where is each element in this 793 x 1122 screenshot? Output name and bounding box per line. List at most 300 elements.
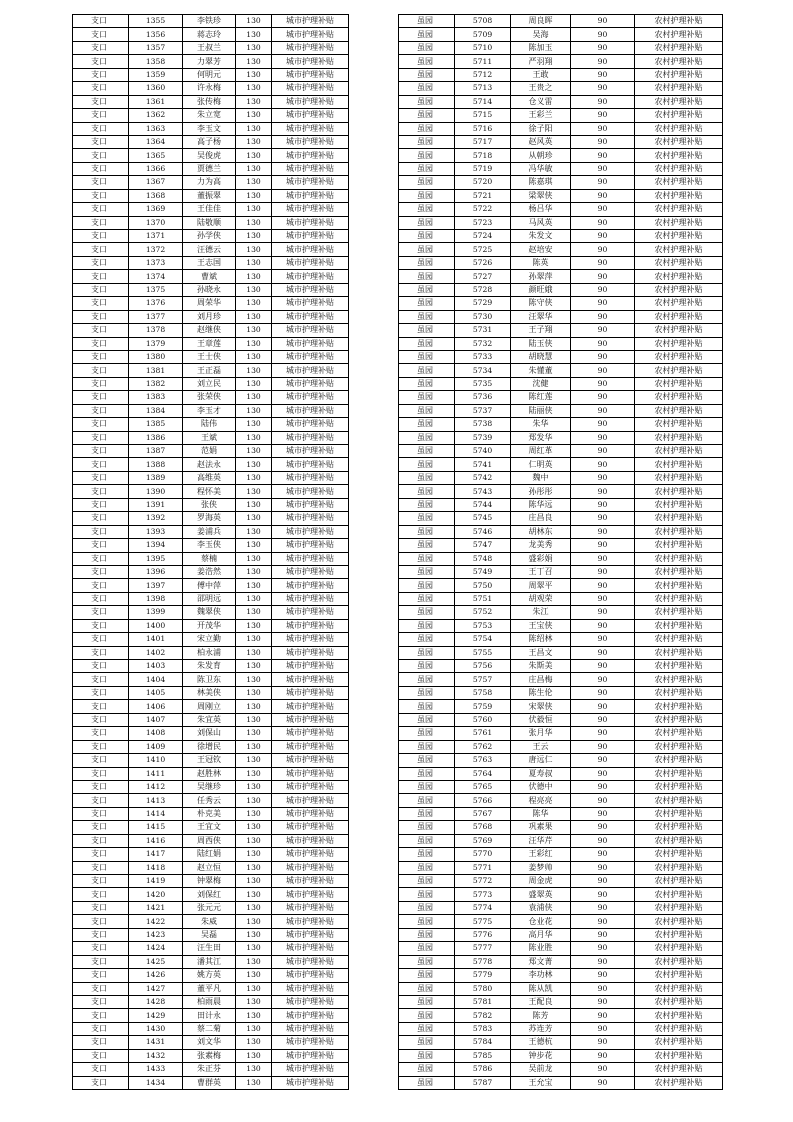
amount-cell: 90 [571,754,635,767]
table-row [73,539,349,552]
allowance-type-cell: 城市护理补贴 [272,579,349,592]
place-cell: 虽园 [399,727,455,740]
allowance-type-cell: 农村护理补贴 [635,68,723,81]
table-row [399,109,723,122]
serial-number-cell: 5774 [455,901,511,914]
table-row [399,1009,723,1022]
table-row [399,203,723,216]
amount-cell: 130 [236,149,272,162]
table-row [399,646,723,659]
amount-cell: 130 [236,445,272,458]
person-name-cell: 王敢 [511,68,571,81]
allowance-type-cell: 城市护理补贴 [272,646,349,659]
amount-cell: 130 [236,297,272,310]
person-name-cell: 姜浦兵 [183,525,236,538]
person-name-cell: 王丁召 [511,565,571,578]
amount-cell: 130 [236,565,272,578]
allowance-type-cell: 城市护理补贴 [272,283,349,296]
amount-cell: 130 [236,1009,272,1022]
person-name-cell: 王宝侠 [511,619,571,632]
table-row [73,189,349,202]
amount-cell: 130 [236,337,272,350]
table-row [399,310,723,323]
amount-cell: 130 [236,780,272,793]
allowance-type-cell: 城市护理补贴 [272,713,349,726]
place-cell: 虽园 [399,673,455,686]
table-row [399,149,723,162]
person-name-cell: 刘文华 [183,1036,236,1049]
amount-cell: 130 [236,243,272,256]
serial-number-cell: 5728 [455,283,511,296]
place-cell: 虽园 [399,633,455,646]
amount-cell: 90 [571,216,635,229]
table-row [73,364,349,377]
table-row [73,28,349,41]
person-name-cell: 陈守侠 [511,297,571,310]
serial-number-cell: 5729 [455,297,511,310]
place-cell: 虽园 [399,95,455,108]
place-cell: 支口 [73,848,129,861]
place-cell: 虽园 [399,485,455,498]
amount-cell: 130 [236,109,272,122]
place-cell: 虽园 [399,189,455,202]
serial-number-cell: 5750 [455,579,511,592]
allowance-type-cell: 农村护理补贴 [635,888,723,901]
allowance-type-cell: 城市护理补贴 [272,942,349,955]
serial-number-cell: 1370 [129,216,183,229]
serial-number-cell: 5732 [455,337,511,350]
amount-cell: 90 [571,122,635,135]
person-name-cell: 汪华芹 [511,834,571,847]
person-name-cell: 吴俊虎 [183,149,236,162]
place-cell: 支口 [73,646,129,659]
table-row [399,915,723,928]
amount-cell: 90 [571,512,635,525]
allowance-type-cell: 城市护理补贴 [272,660,349,673]
table-row [399,68,723,81]
serial-number-cell: 5779 [455,969,511,982]
place-cell: 支口 [73,1036,129,1049]
table-row [399,995,723,1008]
allowance-type-cell: 城市护理补贴 [272,740,349,753]
person-name-cell: 李功林 [511,969,571,982]
serial-number-cell: 1372 [129,243,183,256]
person-name-cell: 董振翠 [183,189,236,202]
amount-cell: 130 [236,821,272,834]
amount-cell: 130 [236,995,272,1008]
table-row [399,243,723,256]
person-name-cell: 陈华 [511,807,571,820]
allowance-type-cell: 农村护理补贴 [635,445,723,458]
person-name-cell: 赵立恒 [183,861,236,874]
place-cell: 虽园 [399,552,455,565]
table-row [73,942,349,955]
amount-cell: 130 [236,391,272,404]
allowance-type-cell: 城市护理补贴 [272,203,349,216]
person-name-cell: 赵培安 [511,243,571,256]
allowance-type-cell: 农村护理补贴 [635,431,723,444]
amount-cell: 90 [571,297,635,310]
person-name-cell: 汪德云 [183,243,236,256]
place-cell: 支口 [73,498,129,511]
serial-number-cell: 5767 [455,807,511,820]
person-name-cell: 潘其江 [183,955,236,968]
allowance-type-cell: 农村护理补贴 [635,727,723,740]
place-cell: 支口 [73,1022,129,1035]
person-name-cell: 程怀美 [183,485,236,498]
amount-cell: 90 [571,915,635,928]
amount-cell: 130 [236,1049,272,1062]
person-name-cell: 沈健 [511,377,571,390]
serial-number-cell: 1417 [129,848,183,861]
person-name-cell: 朱威 [183,915,236,928]
allowance-type-cell: 城市护理补贴 [272,149,349,162]
serial-number-cell: 1409 [129,740,183,753]
place-cell: 支口 [73,55,129,68]
serial-number-cell: 5713 [455,82,511,95]
amount-cell: 90 [571,875,635,888]
person-name-cell: 何明元 [183,68,236,81]
place-cell: 虽园 [399,337,455,350]
amount-cell: 90 [571,498,635,511]
place-cell: 支口 [73,95,129,108]
serial-number-cell: 1391 [129,498,183,511]
table-row [73,485,349,498]
amount-cell: 90 [571,95,635,108]
serial-number-cell: 1369 [129,203,183,216]
person-name-cell: 傅中萍 [183,579,236,592]
allowance-type-cell: 农村护理补贴 [635,686,723,699]
table-row [73,606,349,619]
allowance-type-cell: 城市护理补贴 [272,256,349,269]
person-name-cell: 张荣侠 [183,391,236,404]
table-row [73,310,349,323]
place-cell: 虽园 [399,256,455,269]
allowance-type-cell: 城市护理补贴 [272,1049,349,1062]
person-name-cell: 孙翠萍 [511,270,571,283]
serial-number-cell: 5759 [455,700,511,713]
table-row [399,740,723,753]
amount-cell: 90 [571,431,635,444]
allowance-type-cell: 城市护理补贴 [272,875,349,888]
table-row [399,135,723,148]
allowance-type-cell: 农村护理补贴 [635,915,723,928]
amount-cell: 90 [571,458,635,471]
person-name-cell: 王允宝 [511,1076,571,1089]
amount-cell: 90 [571,1009,635,1022]
serial-number-cell: 5742 [455,471,511,484]
place-cell: 支口 [73,525,129,538]
person-name-cell: 魏中 [511,471,571,484]
table-row [399,794,723,807]
place-cell: 支口 [73,955,129,968]
person-name-cell: 孙彤彤 [511,485,571,498]
allowance-type-cell: 城市护理补贴 [272,928,349,941]
allowance-type-cell: 农村护理补贴 [635,377,723,390]
person-name-cell: 张传梅 [183,95,236,108]
allowance-type-cell: 城市护理补贴 [272,230,349,243]
amount-cell: 90 [571,794,635,807]
person-name-cell: 刘保山 [183,727,236,740]
allowance-type-cell: 城市护理补贴 [272,15,349,28]
serial-number-cell: 5777 [455,942,511,955]
allowance-type-cell: 农村护理补贴 [635,606,723,619]
table-row [73,579,349,592]
person-name-cell: 周良晖 [511,15,571,28]
table-row [399,350,723,363]
amount-cell: 90 [571,861,635,874]
person-name-cell: 王章莲 [183,337,236,350]
allowance-type-cell: 农村护理补贴 [635,485,723,498]
person-name-cell: 颜旺娥 [511,283,571,296]
person-name-cell: 孙晓永 [183,283,236,296]
allowance-type-cell: 农村护理补贴 [635,297,723,310]
place-cell: 虽园 [399,646,455,659]
allowance-type-cell: 农村护理补贴 [635,149,723,162]
amount-cell: 90 [571,1022,635,1035]
serial-number-cell: 5758 [455,686,511,699]
amount-cell: 90 [571,109,635,122]
allowance-type-cell: 农村护理补贴 [635,713,723,726]
person-name-cell: 王贵之 [511,82,571,95]
table-row [73,1036,349,1049]
place-cell: 支口 [73,1009,129,1022]
table-row [73,122,349,135]
place-cell: 虽园 [399,162,455,175]
amount-cell: 130 [236,915,272,928]
table-row [399,28,723,41]
place-cell: 支口 [73,283,129,296]
place-cell: 支口 [73,713,129,726]
place-cell: 虽园 [399,740,455,753]
serial-number-cell: 1408 [129,727,183,740]
table-row [399,767,723,780]
table-row [73,525,349,538]
place-cell: 虽园 [399,28,455,41]
person-name-cell: 仓业花 [511,915,571,928]
amount-cell: 130 [236,700,272,713]
amount-cell: 130 [236,539,272,552]
place-cell: 支口 [73,673,129,686]
allowance-type-cell: 城市护理补贴 [272,391,349,404]
table-row [399,713,723,726]
table-row [73,41,349,54]
person-name-cell: 周西侠 [183,834,236,847]
person-name-cell: 开茂华 [183,619,236,632]
allowance-type-cell: 城市护理补贴 [272,539,349,552]
serial-number-cell: 1398 [129,592,183,605]
allowance-type-cell: 农村护理补贴 [635,256,723,269]
place-cell: 虽园 [399,283,455,296]
serial-number-cell: 5751 [455,592,511,605]
amount-cell: 90 [571,606,635,619]
place-cell: 支口 [73,176,129,189]
serial-number-cell: 1388 [129,458,183,471]
place-cell: 支口 [73,552,129,565]
serial-number-cell: 5771 [455,861,511,874]
serial-number-cell: 1426 [129,969,183,982]
person-name-cell: 钟翠梅 [183,875,236,888]
amount-cell: 130 [236,55,272,68]
table-row [399,337,723,350]
serial-number-cell: 1383 [129,391,183,404]
person-name-cell: 陈业胜 [511,942,571,955]
left-allowance-table [72,14,349,1090]
allowance-type-cell: 农村护理补贴 [635,404,723,417]
allowance-type-cell: 农村护理补贴 [635,834,723,847]
allowance-type-cell: 农村护理补贴 [635,283,723,296]
amount-cell: 90 [571,955,635,968]
place-cell: 支口 [73,135,129,148]
amount-cell: 90 [571,15,635,28]
place-cell: 支口 [73,875,129,888]
place-cell: 支口 [73,942,129,955]
person-name-cell: 任秀云 [183,794,236,807]
table-row [73,350,349,363]
amount-cell: 130 [236,1076,272,1089]
amount-cell: 130 [236,955,272,968]
serial-number-cell: 5724 [455,230,511,243]
allowance-type-cell: 城市护理补贴 [272,673,349,686]
serial-number-cell: 1356 [129,28,183,41]
person-name-cell: 蔡二菊 [183,1022,236,1035]
amount-cell: 130 [236,807,272,820]
amount-cell: 130 [236,68,272,81]
amount-cell: 90 [571,888,635,901]
amount-cell: 130 [236,324,272,337]
person-name-cell: 郑文菁 [511,955,571,968]
person-name-cell: 邵明远 [183,592,236,605]
serial-number-cell: 5766 [455,794,511,807]
serial-number-cell: 5744 [455,498,511,511]
amount-cell: 90 [571,270,635,283]
table-row [399,404,723,417]
place-cell: 支口 [73,727,129,740]
person-name-cell: 董平凡 [183,982,236,995]
allowance-type-cell: 城市护理补贴 [272,1076,349,1089]
allowance-type-cell: 农村护理补贴 [635,875,723,888]
serial-number-cell: 1416 [129,834,183,847]
serial-number-cell: 5745 [455,512,511,525]
table-row [73,337,349,350]
place-cell: 虽园 [399,592,455,605]
serial-number-cell: 5762 [455,740,511,753]
person-name-cell: 郑发华 [511,431,571,444]
allowance-type-cell: 城市护理补贴 [272,633,349,646]
table-row [399,834,723,847]
place-cell: 虽园 [399,512,455,525]
amount-cell: 130 [236,552,272,565]
place-cell: 虽园 [399,901,455,914]
allowance-type-cell: 农村护理补贴 [635,525,723,538]
table-row [73,982,349,995]
amount-cell: 130 [236,364,272,377]
amount-cell: 130 [236,633,272,646]
place-cell: 支口 [73,700,129,713]
person-name-cell: 张侠 [183,498,236,511]
place-cell: 虽园 [399,364,455,377]
person-name-cell: 陈嘉琪 [511,176,571,189]
amount-cell: 90 [571,700,635,713]
table-row [399,55,723,68]
allowance-type-cell: 城市护理补贴 [272,1022,349,1035]
person-name-cell: 陆伟 [183,418,236,431]
table-row [73,418,349,431]
amount-cell: 130 [236,256,272,269]
serial-number-cell: 5727 [455,270,511,283]
table-row [399,297,723,310]
table-row [73,780,349,793]
table-row [73,216,349,229]
allowance-type-cell: 农村护理补贴 [635,1063,723,1076]
place-cell: 支口 [73,216,129,229]
place-cell: 虽园 [399,68,455,81]
table-row [399,485,723,498]
amount-cell: 130 [236,875,272,888]
place-cell: 虽园 [399,391,455,404]
amount-cell: 90 [571,243,635,256]
serial-number-cell: 5749 [455,565,511,578]
allowance-type-cell: 农村护理补贴 [635,928,723,941]
serial-number-cell: 5755 [455,646,511,659]
place-cell: 虽园 [399,1063,455,1076]
allowance-type-cell: 城市护理补贴 [272,848,349,861]
person-name-cell: 陈红莲 [511,391,571,404]
serial-number-cell: 5711 [455,55,511,68]
allowance-type-cell: 城市护理补贴 [272,606,349,619]
person-name-cell: 胡林东 [511,525,571,538]
amount-cell: 90 [571,928,635,941]
person-name-cell: 高月华 [511,928,571,941]
allowance-type-cell: 农村护理补贴 [635,767,723,780]
allowance-type-cell: 农村护理补贴 [635,324,723,337]
person-name-cell: 刘月珍 [183,310,236,323]
person-name-cell: 柏永浦 [183,646,236,659]
serial-number-cell: 1392 [129,512,183,525]
place-cell: 虽园 [399,41,455,54]
allowance-type-cell: 城市护理补贴 [272,109,349,122]
amount-cell: 90 [571,740,635,753]
table-row [399,95,723,108]
place-cell: 虽园 [399,498,455,511]
serial-number-cell: 1428 [129,995,183,1008]
amount-cell: 90 [571,1049,635,1062]
serial-number-cell: 1404 [129,673,183,686]
right-table-body [399,15,723,1090]
table-row [73,955,349,968]
person-name-cell: 朱华 [511,418,571,431]
allowance-type-cell: 城市护理补贴 [272,458,349,471]
place-cell: 虽园 [399,176,455,189]
table-row [399,1049,723,1062]
amount-cell: 90 [571,55,635,68]
table-row [73,1009,349,1022]
person-name-cell: 陈卫东 [183,673,236,686]
allowance-type-cell: 农村护理补贴 [635,807,723,820]
allowance-type-cell: 农村护理补贴 [635,243,723,256]
amount-cell: 130 [236,41,272,54]
person-name-cell: 陈华远 [511,498,571,511]
table-row [399,498,723,511]
person-name-cell: 徐子阳 [511,122,571,135]
person-name-cell: 高子杨 [183,135,236,148]
serial-number-cell: 5738 [455,418,511,431]
allowance-type-cell: 农村护理补贴 [635,565,723,578]
person-name-cell: 钟步花 [511,1049,571,1062]
amount-cell: 90 [571,525,635,538]
serial-number-cell: 1361 [129,95,183,108]
place-cell: 虽园 [399,230,455,243]
